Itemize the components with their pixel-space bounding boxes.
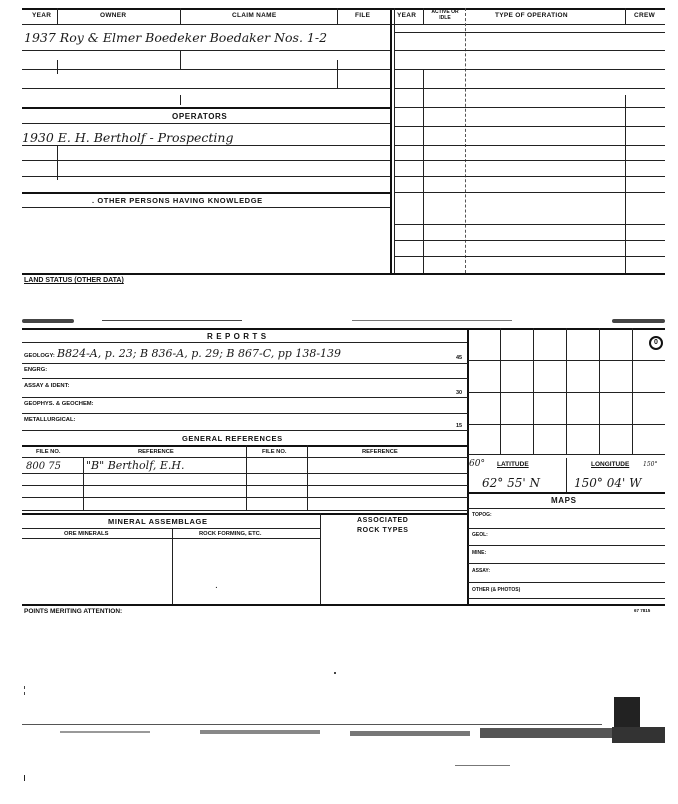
- latitude-value: 62° 55' N: [482, 476, 540, 490]
- row-number-45: 45: [456, 355, 463, 361]
- ref-entry-file: 800 75: [26, 461, 61, 472]
- maps-topog-label: TOPOG:: [472, 512, 492, 518]
- latitude-label: LATITUDE: [497, 461, 529, 468]
- header-active-or-idle: ACTIVE OR IDLE: [431, 9, 459, 21]
- geology-value: B824-A, p. 23; B 836-A, p. 29; B 867-C, pp 138-139: [57, 347, 342, 360]
- scan-smudge-band: [22, 318, 665, 324]
- engrg-label: ENGRG:: [24, 367, 48, 373]
- maps-other-label: OTHER (& PHOTOS): [472, 587, 521, 593]
- rock-forming-header: ROCK FORMING, ETC.: [199, 531, 262, 537]
- mineral-assemblage-title: MINERAL ASSEMBLAGE: [108, 517, 208, 526]
- assay-ident-label: ASSAY & IDENT:: [24, 383, 70, 389]
- operator-entry: 1930 E. H. Bertholf - Prospecting: [22, 130, 234, 145]
- stray-dot: .: [215, 580, 218, 591]
- longitude-label: LONGITUDE: [591, 461, 630, 468]
- ore-minerals-header: ORE MINERALS: [64, 531, 109, 537]
- reports-title: R E P O R T S: [207, 332, 267, 341]
- geology-label: GEOLOGY:: [24, 353, 55, 359]
- header-file: FILE: [355, 12, 371, 19]
- other-persons-title: . OTHER PERSONS HAVING KNOWLEDGE: [92, 196, 263, 205]
- ref-col-reference-2: REFERENCE: [362, 449, 398, 455]
- maps-geol-label: GEOL:: [472, 532, 488, 538]
- longitude-value: 150° 04' W: [574, 476, 642, 490]
- ref-col-file-no: FILE NO.: [36, 449, 61, 455]
- header-year-2: YEAR: [397, 12, 417, 19]
- ref-col-file-no-2: FILE NO.: [262, 449, 287, 455]
- general-references-title: GENERAL REFERENCES: [182, 434, 283, 443]
- geophys-geochem-label: GEOPHYS. & GEOCHEM:: [24, 401, 94, 407]
- header-year: YEAR: [32, 12, 52, 19]
- ref-entry-reference: "B" Bertholf, E.H.: [86, 459, 185, 472]
- associated-label: ASSOCIATED: [357, 517, 409, 524]
- longitude-degree-suffix: 150°: [643, 461, 658, 468]
- header-crew: CREW: [634, 12, 656, 19]
- metallurgical-label: METALLURGICAL:: [24, 417, 76, 423]
- circle-mark: 0: [649, 336, 663, 350]
- maps-title: MAPS: [551, 496, 577, 505]
- row-number-30: 30: [456, 390, 463, 396]
- row-number-15: 15: [456, 423, 463, 429]
- operators-title: OPERATORS: [172, 112, 228, 121]
- latitude-degree-prefix: 60°: [469, 459, 485, 469]
- maps-assay-label: ASSAY:: [472, 568, 491, 574]
- form-number: 67 7815: [634, 608, 651, 613]
- header-type-of-operation: TYPE OF OPERATION: [495, 12, 568, 19]
- land-status-label: LAND STATUS (OTHER DATA): [24, 277, 124, 284]
- ref-col-reference: REFERENCE: [138, 449, 174, 455]
- owner-entry: 1937 Roy & Elmer Boedeker Boedaker Nos. 1-2: [24, 30, 328, 45]
- maps-mine-label: MINE:: [472, 550, 487, 556]
- header-claim-name: CLAIM NAME: [232, 12, 277, 19]
- header-owner: OWNER: [100, 12, 127, 19]
- points-meriting-attention-label: POINTS MERITING ATTENTION:: [24, 608, 123, 615]
- rock-types-label: ROCK TYPES: [357, 527, 409, 534]
